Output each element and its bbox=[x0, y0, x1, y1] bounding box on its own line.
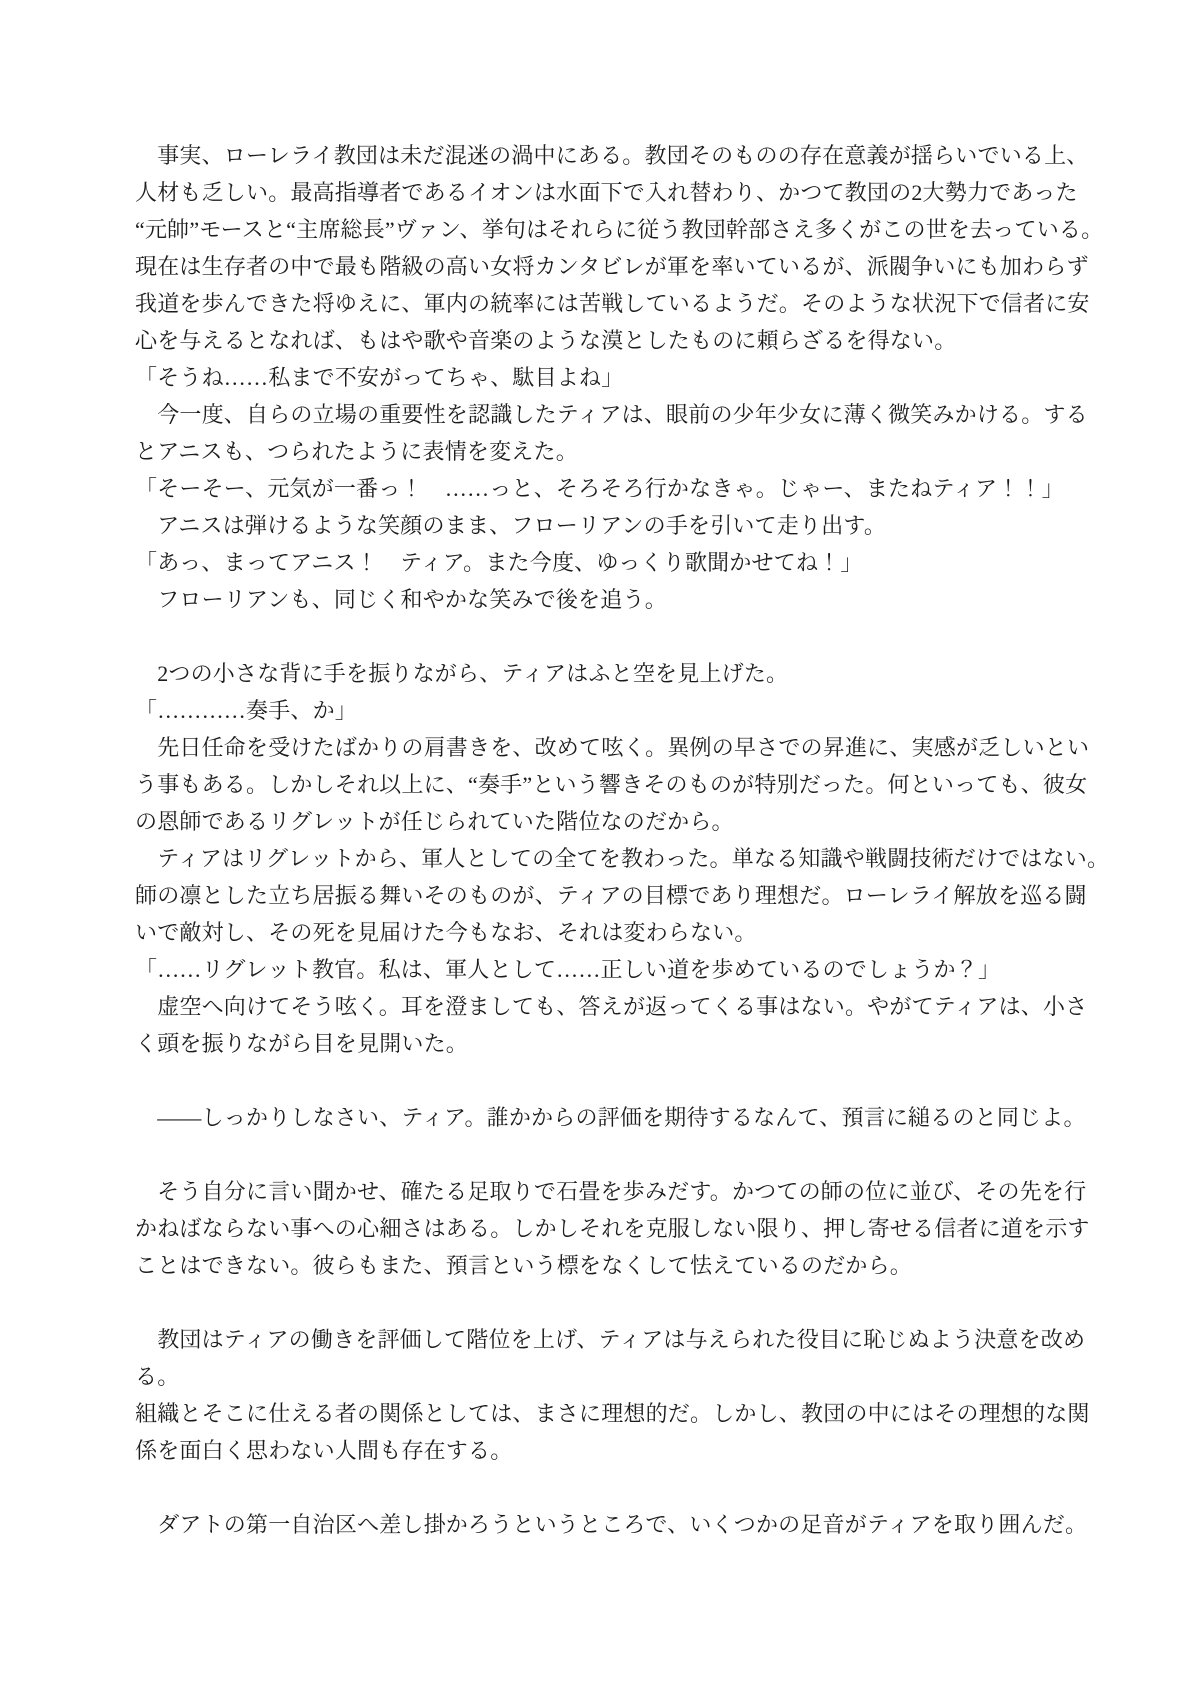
text-line: の恩師であるリグレットが任じられていた階位なのだから。 bbox=[135, 809, 734, 834]
text-line: ——しっかりしなさい、ティア。誰かからの評価を期待するなんて、預言に縋るのと同じよ。 bbox=[135, 1105, 1086, 1130]
text-line: 「そうね……私まで不安がってちゃ、駄目よね」 bbox=[135, 365, 624, 390]
text-line bbox=[135, 1062, 1063, 1099]
text-line: る。 bbox=[135, 1364, 180, 1389]
text-line: 2つの小さな背に手を振りながら、ティアはふと空を見上げた。 bbox=[135, 661, 789, 686]
text-line: 心を与えるとなれば、もはや歌や音楽のような漠としたものに頼らざるを得ない。 bbox=[135, 328, 957, 353]
text-line: ダアトの第一自治区へ差し掛かろうというところで、いくつかの足音がティアを取り囲んだ。 bbox=[135, 1512, 1088, 1537]
text-line: 我道を歩んできた将ゆえに、軍内の統率には苦戦しているようだ。そのような状況下で信者に安 bbox=[135, 291, 1090, 316]
text-line: かねばならない事への心細さはある。しかしそれを克服しない限り、押し寄せる信者に道を示す bbox=[135, 1216, 1090, 1241]
text-line: く頭を振りながら目を見開いた。 bbox=[135, 1031, 469, 1056]
text-line: そう自分に言い聞かせ、確たる足取りで石畳を歩みだす。かつての師の位に並び、その先を行 bbox=[135, 1179, 1087, 1204]
text-line: 今一度、自らの立場の重要性を認識したティアは、眼前の少年少女に薄く微笑みかける。する bbox=[135, 402, 1088, 427]
text-line: 「そーそー、元気が一番っ！ ……っと、そろそろ行かなきゃ。じゃー、またねティア！！」 bbox=[135, 476, 1064, 501]
text-line: 現在は生存者の中で最も階級の高い女将カンタビレが軍を率いているが、派閥争いにも加わらず bbox=[135, 254, 1089, 279]
text-line: 人材も乏しい。最高指導者であるイオンは水面下で入れ替わり、かつて教団の2大勢力であった bbox=[135, 180, 1078, 205]
text-line: 教団はティアの働きを評価して階位を上げ、ティアは与えられた役目に恥じぬよう決意を改め bbox=[135, 1327, 1086, 1352]
text-line bbox=[135, 618, 1063, 655]
text-line: いで敵対し、その死を見届けた今もなお、それは変わらない。 bbox=[135, 920, 757, 945]
text-line: 事実、ローレライ教団は未だ混迷の渦中にある。教団そのものの存在意義が揺らいでいる上、 bbox=[135, 143, 1089, 168]
text-line bbox=[135, 1469, 1063, 1506]
text-line: 師の凛とした立ち居振る舞いそのものが、ティアの目標であり理想だ。ローレライ解放を巡る闘 bbox=[135, 883, 1087, 908]
text-line: 虚空へ向けてそう呟く。耳を澄ましても、答えが返ってくる事はない。やがてティアは、小さ bbox=[135, 994, 1088, 1019]
page-text bbox=[135, 137, 1110, 1543]
text-line bbox=[135, 1284, 1063, 1321]
text-line: “元帥”モースと“主席総長”ヴァン、挙句はそれらに従う教団幹部さえ多くがこの世を去っている。 bbox=[135, 217, 1104, 242]
text-line: 「……リグレット教官。私は、軍人として……正しい道を歩めているのでしょうか？」 bbox=[135, 957, 1001, 982]
text-line: う事もある。しかしそれ以上に、“奏手”という響きそのものが特別だった。何といっても、彼女 bbox=[135, 772, 1088, 797]
text-line: 係を面白く思わない人間も存在する。 bbox=[135, 1438, 513, 1463]
text-line: とアニスも、つられたように表情を変えた。 bbox=[135, 439, 578, 464]
text-line: ことはできない。彼らもまた、預言という標をなくして怯えているのだから。 bbox=[135, 1253, 913, 1278]
text-line: 「…………奏手、か」 bbox=[135, 698, 358, 723]
text-line: ティアはリグレットから、軍人としての全てを教わった。単なる知識や戦闘技術だけではない。 bbox=[135, 846, 1110, 871]
text-line bbox=[135, 1136, 1063, 1173]
text-line: フローリアンも、同じく和やかな笑みで後を追う。 bbox=[135, 587, 667, 612]
text-line: アニスは弾けるような笑顔のまま、フローリアンの手を引いて走り出す。 bbox=[135, 513, 887, 538]
text-line: 「あっ、まってアニス！ ティア。また今度、ゆっくり歌聞かせてね！」 bbox=[135, 550, 863, 575]
text-line: 組織とそこに仕える者の関係としては、まさに理想的だ。しかし、教団の中にはその理想的な関 bbox=[135, 1401, 1090, 1426]
text-line: 先日任命を受けたばかりの肩書きを、改めて呟く。異例の早さでの昇進に、実感が乏しいとい bbox=[135, 735, 1090, 760]
